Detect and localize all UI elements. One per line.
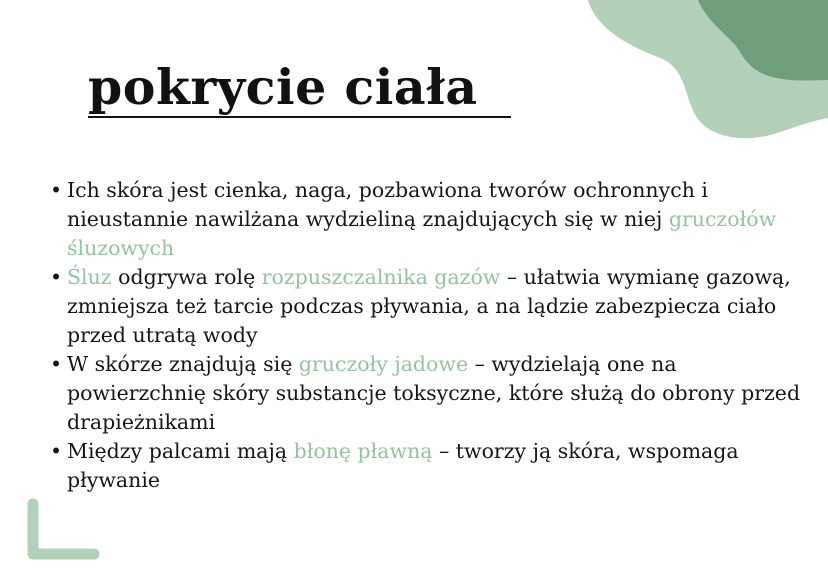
bullet-item xyxy=(48,176,808,263)
highlighted-term: gruczoły jadowe xyxy=(298,352,469,376)
highlighted-term: gruczołów śluzowych xyxy=(67,207,777,260)
bullet-dot: • xyxy=(50,265,63,289)
highlighted-term: błonę pławną xyxy=(293,439,433,463)
bullet-item xyxy=(48,437,808,495)
bullet-text: Między palcami mają xyxy=(67,439,294,463)
decorative-blob-top-right xyxy=(588,0,828,150)
bullet-list xyxy=(48,176,808,495)
bullet-text: – tworzy ją skóra, wspomaga pływanie xyxy=(67,439,739,492)
title-underline xyxy=(88,116,511,118)
highlighted-term: rozpuszczalnika gazów xyxy=(261,265,501,289)
bullet-dot: • xyxy=(50,439,63,463)
bullet-dot: • xyxy=(50,178,63,202)
highlighted-term: Śluz xyxy=(67,265,112,289)
decorative-corner-bracket xyxy=(0,496,120,586)
slide-title: pokrycie ciała xyxy=(88,58,478,116)
bullet-item xyxy=(48,350,808,437)
bullet-text: W skórze znajdują się xyxy=(67,352,299,376)
bullet-item xyxy=(48,263,808,350)
corner-bracket-shape xyxy=(33,504,94,554)
bullet-dot: • xyxy=(50,352,63,376)
bullet-text: – wydzielają one na powierzchnię skóry substancje toksyczne, które służą do obrony przed drapieżnikami xyxy=(67,352,801,434)
bullet-text: odgrywa rolę xyxy=(111,265,262,289)
bullet-text: – ułatwia wymianę gazową, zmniejsza też tarcie podczas pływania, a na lądzie zabezpiecza ciało przed utratą wody xyxy=(67,265,791,347)
bullet-text: Ich skóra jest cienka, naga, pozbawiona tworów ochronnych i nieustannie nawilżana wydzieliną znajdujących się w niej xyxy=(67,178,708,231)
